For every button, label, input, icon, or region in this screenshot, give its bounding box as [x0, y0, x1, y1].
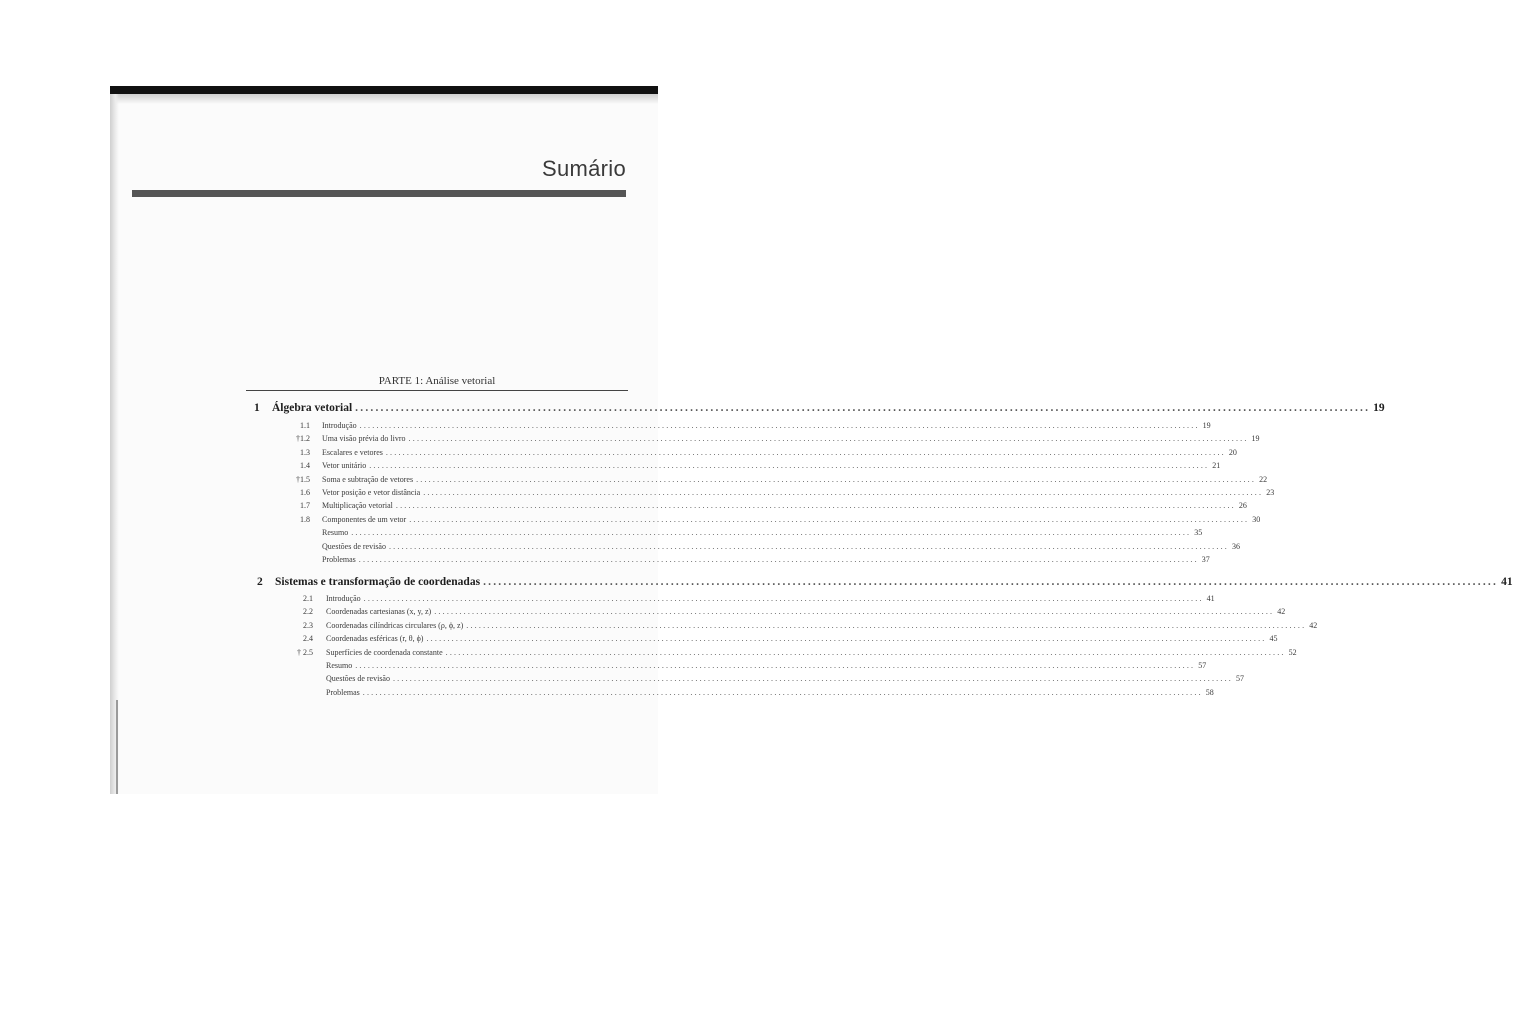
toc-entry-label: Vetor posição e vetor distância — [322, 488, 421, 497]
toc-entry — [326, 687, 1214, 697]
section-number: 1.1 — [300, 421, 310, 430]
toc-entry-page-number: 20 — [1228, 447, 1237, 457]
toc-entry-label: Resumo — [326, 661, 353, 670]
toc-entry-page-number: 58 — [1205, 687, 1214, 697]
section-number: 2.3 — [303, 620, 313, 630]
toc-entry-page-number: 23 — [1266, 488, 1275, 497]
toc-entry-leader-dots: ........................................................................................................................................................................................................ — [362, 687, 1203, 697]
toc-entry-page-number: 45 — [1269, 634, 1278, 644]
toc-entry — [326, 620, 1318, 630]
toc-entry — [326, 661, 1207, 670]
toc-entry-page-number: 57 — [1198, 661, 1207, 670]
section-number: 1.7 — [300, 501, 310, 511]
toc-entry-page-number: 42 — [1309, 620, 1318, 630]
toc-entry-label: Coordenadas esféricas (r, θ, ϕ) — [326, 634, 424, 644]
toc-entry-leader-dots: ........................................................................................................................................................................................................ — [466, 620, 1307, 630]
toc-entry-leader-dots: ........................................................................................................................................................................................................ — [426, 634, 1267, 644]
toc-entry-label: Coordenadas cilíndricas circulares (ρ, ϕ, z) — [326, 620, 464, 630]
toc-entry-leader-dots: ........................................................................................................................................................................................................ — [363, 594, 1204, 603]
toc-entry — [326, 634, 1278, 644]
toc-entry-label: Coordenadas cartesianas (x, y, z) — [326, 607, 432, 617]
toc-entry — [322, 421, 1211, 430]
toc-entry-leader-dots: ........................................................................................................................................................................................................ — [416, 474, 1257, 484]
chapter-entry-leader-dots: ........................................................................................................................................................................................................ — [483, 576, 1499, 588]
toc-entry-label: Vetor unitário — [322, 461, 367, 471]
toc-entry-leader-dots: ........................................................................................................................................................................................................ — [388, 541, 1229, 551]
toc-entry-page-number: 19 — [1251, 434, 1260, 444]
toc-entry-label: Introdução — [322, 421, 357, 430]
toc-entry-page-number: 22 — [1259, 474, 1268, 484]
toc-entry-leader-dots: ........................................................................................................................................................................................................ — [355, 661, 1196, 670]
toc-entry-page-number: 42 — [1277, 607, 1286, 617]
chapter-number: 1 — [254, 402, 260, 414]
toc-entry-leader-dots: ........................................................................................................................................................................................................ — [369, 461, 1210, 471]
toc-entry — [326, 607, 1286, 617]
chapter-entry-label: Álgebra vetorial — [272, 402, 353, 414]
toc-entry — [322, 528, 1203, 538]
page-title: Sumário — [541, 156, 626, 181]
toc-entry-page-number: 57 — [1235, 674, 1244, 684]
section-number: †1.2 — [296, 434, 310, 444]
toc-entry-leader-dots: ........................................................................................................................................................................................................ — [351, 528, 1192, 538]
toc-entry-label: Questões de revisão — [322, 541, 386, 551]
toc-entry-label: Escalares e vetores — [322, 447, 383, 457]
part-title: PARTE 1: Análise vetorial — [378, 375, 496, 387]
toc-entry-leader-dots: ........................................................................................................................................................................................................ — [395, 501, 1236, 511]
toc-entry — [326, 647, 1297, 657]
toc-entry — [322, 501, 1247, 511]
section-number: 1.8 — [300, 514, 310, 524]
toc-entry — [322, 488, 1275, 497]
toc-entry-page-number: 36 — [1231, 541, 1240, 551]
chapter-entry-page-number: 41 — [1501, 576, 1513, 588]
toc-entry-page-number: 41 — [1206, 594, 1215, 603]
section-number: 2.2 — [303, 607, 313, 617]
toc-entry — [322, 474, 1268, 484]
toc-entry — [322, 461, 1221, 471]
section-number: 2.1 — [303, 594, 313, 603]
toc-entry-leader-dots: ........................................................................................................................................................................................................ — [385, 447, 1226, 457]
toc-entry-leader-dots: ........................................................................................................................................................................................................ — [409, 514, 1250, 524]
chapter-entry-page-number: 19 — [1373, 402, 1385, 414]
chapter-entry-leader-dots: ........................................................................................................................................................................................................ — [355, 402, 1371, 414]
toc-entry-page-number: 21 — [1212, 461, 1221, 471]
section-number: †1.5 — [296, 474, 310, 484]
toc-entry-page-number: 19 — [1202, 421, 1211, 430]
chapter-entry — [272, 402, 1385, 414]
toc-entry-page-number: 30 — [1252, 514, 1261, 524]
toc-entry — [322, 541, 1240, 551]
toc-entry-leader-dots: ........................................................................................................................................................................................................ — [408, 434, 1249, 444]
toc-entry-label: Superfícies de coordenada constante — [326, 647, 443, 657]
section-number: 1.4 — [300, 461, 310, 471]
toc-entry-label: Problemas — [326, 687, 360, 697]
toc-entry-leader-dots: ........................................................................................................................................................................................................ — [358, 555, 1199, 564]
toc-entry — [326, 674, 1244, 684]
toc-entry-leader-dots: ........................................................................................................................................................................................................ — [423, 488, 1264, 497]
toc-entry — [322, 447, 1237, 457]
section-number: 2.4 — [303, 634, 313, 644]
toc-entry-label: Problemas — [322, 555, 356, 564]
toc-entry-leader-dots: ........................................................................................................................................................................................................ — [392, 674, 1233, 684]
toc-entry-page-number: 35 — [1194, 528, 1203, 538]
toc-entry-page-number: 37 — [1201, 555, 1210, 564]
chapter-entry-label: Sistemas e transformação de coordenadas — [275, 576, 481, 588]
toc-entry-label: Uma visão prévia do livro — [322, 434, 406, 444]
toc-entry-label: Questões de revisão — [326, 674, 390, 684]
section-number: 1.6 — [300, 488, 310, 497]
toc-entry-label: Soma e subtração de vetores — [322, 474, 414, 484]
toc-entry — [322, 434, 1260, 444]
toc-entry-label: Componentes de um vetor — [322, 514, 407, 524]
chapter-number: 2 — [257, 576, 263, 588]
toc-entry-leader-dots: ........................................................................................................................................................................................................ — [359, 421, 1200, 430]
toc-entry-label: Multiplicação vetorial — [322, 501, 393, 511]
toc-entry-leader-dots: ........................................................................................................................................................................................................ — [434, 607, 1275, 617]
section-number: † 2.5 — [297, 647, 313, 657]
toc-entry — [322, 514, 1261, 524]
chapter-entry — [275, 576, 1513, 588]
toc-entry-label: Resumo — [322, 528, 349, 538]
section-number: 1.3 — [300, 447, 310, 457]
toc-entry-page-number: 52 — [1288, 647, 1297, 657]
toc-entry-page-number: 26 — [1238, 501, 1247, 511]
toc-entry-label: Introdução — [326, 594, 361, 603]
toc-entry-leader-dots: ........................................................................................................................................................................................................ — [445, 647, 1286, 657]
toc-entry — [326, 594, 1215, 603]
toc-entry — [322, 555, 1210, 564]
